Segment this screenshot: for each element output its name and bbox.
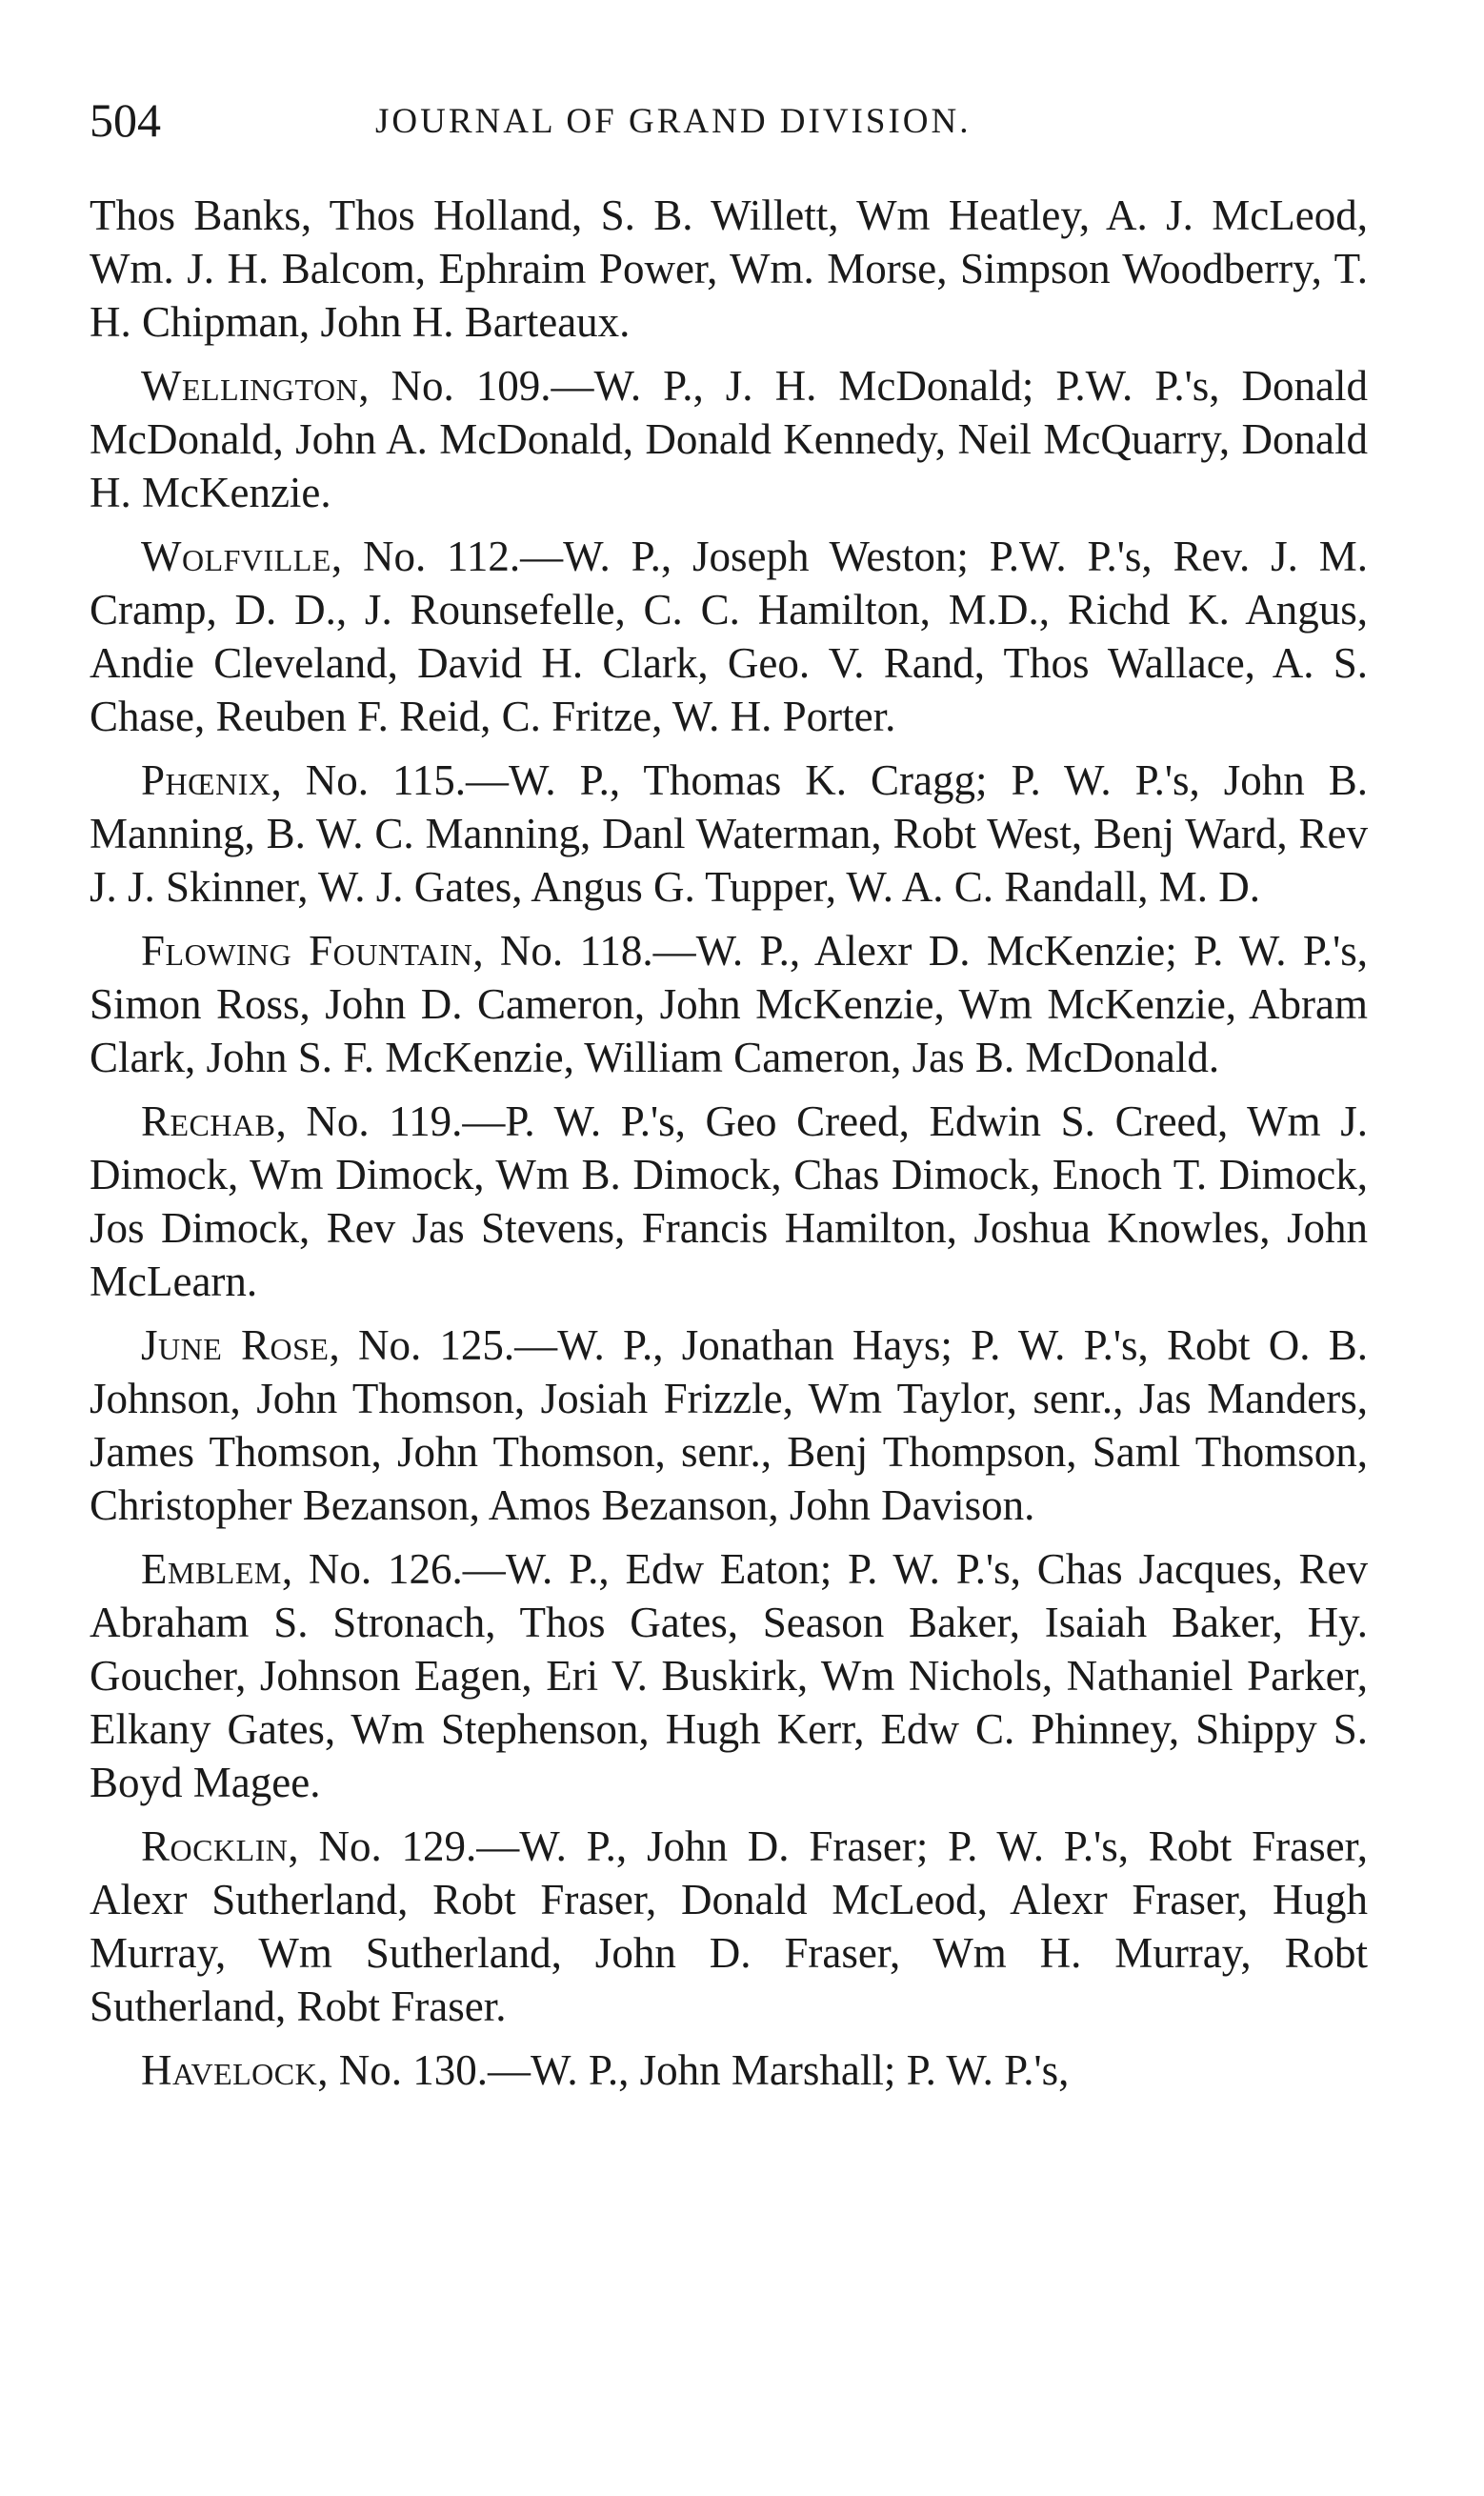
lodge-name: Phœnix xyxy=(141,756,271,804)
lodge-name: Emblem xyxy=(141,1545,282,1593)
paragraph-havelock xyxy=(90,2043,1368,2097)
paragraph-emblem xyxy=(90,1542,1368,1809)
paragraph-text: , No. 130.—W. P., John Marshall; P. W. P.'s, xyxy=(317,2046,1070,2094)
paragraph-rechab xyxy=(90,1095,1368,1308)
page-number: 504 xyxy=(90,93,161,147)
body-text xyxy=(90,189,1368,2107)
paragraph-text: , No. 112.—W. P., Joseph Weston; P.W. P.'s, Rev. J. M. Cramp, D. D., J. Rounsefelle, C. C. Hamilton, M.D., Richd K. Angus, Andie Cleveland, David H. Clark, Geo. V. Rand, Thos Wallace, A. S. Chase, Reuben F. Reid, C. Fritze, W. H. Porter. xyxy=(90,533,1368,740)
paragraph-text: , No. 118.—W. P., Alexr D. McKenzie; P. W. P.'s, Simon Ross, John D. Cameron, John McKenzie, Wm McKenzie, Abram Clark, John S. F. McKenzie, William Cameron, Jas B. McDonald. xyxy=(90,927,1368,1081)
lodge-name: Wellington xyxy=(141,362,359,410)
paragraph-text: , No. 129.—W. P., John D. Fraser; P. W. P.'s, Robt Fraser, Alexr Sutherland, Robt Fraser, Donald McLeod, Alexr Fraser, Hugh Murray, Wm Sutherland, John D. Fraser, Wm H. Murray, Robt Sutherland, Robt Fraser. xyxy=(90,1822,1368,2030)
paragraph-text: Thos Banks, Thos Holland, S. B. Willett, Wm Heatley, A. J. McLeod, Wm. J. H. Balcom, Ephraim Power, Wm. Morse, Simpson Woodberry, T. H. Chipman, John H. Barteaux. xyxy=(90,191,1368,346)
lodge-name: Wolfville xyxy=(141,533,331,580)
running-head xyxy=(90,91,1366,149)
lodge-name: Rechab xyxy=(141,1097,276,1145)
paragraph-rocklin xyxy=(90,1820,1368,2033)
paragraph-text: , No. 126.—W. P., Edw Eaton; P. W. P.'s, Chas Jacques, Rev Abraham S. Stronach, Thos Gates, Season Baker, Isaiah Baker, Hy. Goucher, Johnson Eagen, Eri V. Buskirk, Wm Nichols, Nathaniel Parker, Elkany Gates, Wm Stephenson, Hugh Kerr, Edw C. Phinney, Shippy S. Boyd Magee. xyxy=(90,1545,1368,1806)
paragraph-text: , No. 119.—P. W. P.'s, Geo Creed, Edwin S. Creed, Wm J. Dimock, Wm Dimock, Wm B. Dimock, Chas Dimock, Enoch T. Dimock, Jos Dimock, Rev Jas Stevens, Francis Hamilton, Joshua Knowles, John McLearn. xyxy=(90,1097,1368,1305)
paragraph-text: , No. 115.—W. P., Thomas K. Cragg; P. W. P.'s, John B. Manning, B. W. C. Manning, Danl Waterman, Robt West, Benj Ward, Rev J. J. Skinner, W. J. Gates, Angus G. Tupper, W. A. C. Randall, M. D. xyxy=(90,756,1368,911)
lodge-name: Flowing Fountain xyxy=(141,927,473,975)
paragraph-flowing-fountain xyxy=(90,924,1368,1084)
paragraph-continuation xyxy=(90,189,1368,349)
paragraph-june-rose xyxy=(90,1318,1368,1532)
paragraph-text: , No. 125.—W. P., Jonathan Hays; P. W. P.'s, Robt O. B. Johnson, John Thomson, Josiah Frizzle, Wm Taylor, senr., Jas Manders, James Thomson, John Thomson, senr., Benj Thompson, Saml Thomson, Christopher Bezanson, Amos Bezanson, John Davison. xyxy=(90,1321,1368,1529)
paragraph-phoenix xyxy=(90,754,1368,914)
paragraph-wellington xyxy=(90,359,1368,519)
paragraph-wolfville xyxy=(90,530,1368,743)
lodge-name: June Rose xyxy=(141,1321,330,1369)
lodge-name: Rocklin xyxy=(141,1822,289,1870)
running-title: JOURNAL OF GRAND DIVISION. xyxy=(375,102,972,141)
lodge-name: Havelock xyxy=(141,2046,318,2094)
paragraph-text: , No. 109.—W. P., J. H. McDonald; P.W. P.'s, Donald McDonald, John A. McDonald, Donald Kennedy, Neil McQuarry, Donald H. McKenzie. xyxy=(90,362,1368,516)
